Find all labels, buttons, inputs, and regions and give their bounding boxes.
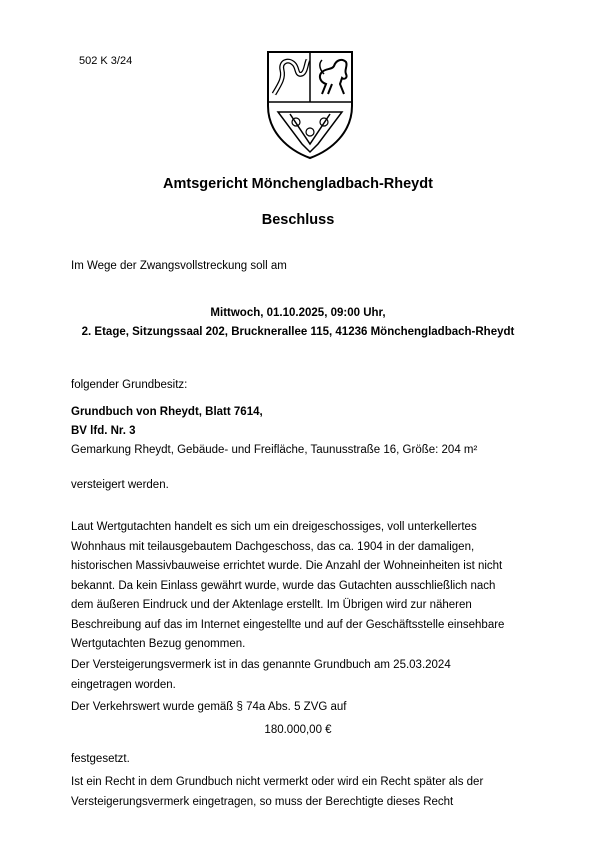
document-title: Beschluss: [261, 212, 335, 228]
verkehrswert-text: Der Verkehrswert wurde gemäß § 74a Abs. 5 ZVG auf: [71, 701, 347, 713]
auction-date: Mittwoch, 01.10.2025, 09:00 Uhr,: [210, 307, 386, 319]
grundbuch-entry: Grundbuch von Rheydt, Blatt 7614,: [71, 406, 263, 418]
gutachten-paragraph: Laut Wertgutachten handelt es sich um ein dreigeschossiges, voll unterkellertes Wohnhaus mit teilausgebautem Dachgeschoss, das ca. 1904 in der damaligen, historischen Massivbauweise errichtet wurde. Die Anzahl der Wohneinheiten ist nicht bekannt. Da kein Einlass gewährt wurde, wurde das Gutachten ausschließlich nach dem äußeren Eindruck und der Aktenlage erstellt. Im Übrigen wird zur näheren Beschreibung auf das im Internet eingestellte und auf der Geschäftsstelle einsehbare Wertgutachten Bezug genommen.: [71, 521, 505, 650]
verkehrswert-amount: 180.000,00 €: [264, 724, 332, 736]
festgesetzt-text: festgesetzt.: [71, 753, 130, 765]
versteigert-text: versteigert werden.: [71, 479, 169, 491]
court-name: Amtsgericht Mönchengladbach-Rheydt: [163, 176, 433, 192]
nrw-coat-of-arms-icon: [262, 48, 358, 160]
gemarkung-entry: Gemarkung Rheydt, Gebäude- und Freifläche, Taunusstraße 16, Größe: 204 m²: [71, 444, 478, 456]
recht-paragraph: Ist ein Recht in dem Grundbuch nicht vermerkt oder wird ein Recht später als der Versteigerungsvermerk eingetragen, so muss der Berechtigte dieses Recht: [71, 776, 484, 808]
property-intro: folgender Grundbesitz:: [71, 379, 188, 391]
file-reference: 502 K 3/24: [79, 55, 133, 67]
bv-entry: BV lfd. Nr. 3: [71, 425, 136, 437]
intro-text: Im Wege der Zwangsvollstreckung soll am: [71, 260, 287, 272]
vermerk-paragraph: Der Versteigerungsvermerk ist in das genannte Grundbuch am 25.03.2024 eingetragen worden.: [71, 659, 451, 691]
auction-location: 2. Etage, Sitzungssaal 202, Brucknerallee 115, 41236 Mönchengladbach-Rheydt: [81, 326, 515, 338]
